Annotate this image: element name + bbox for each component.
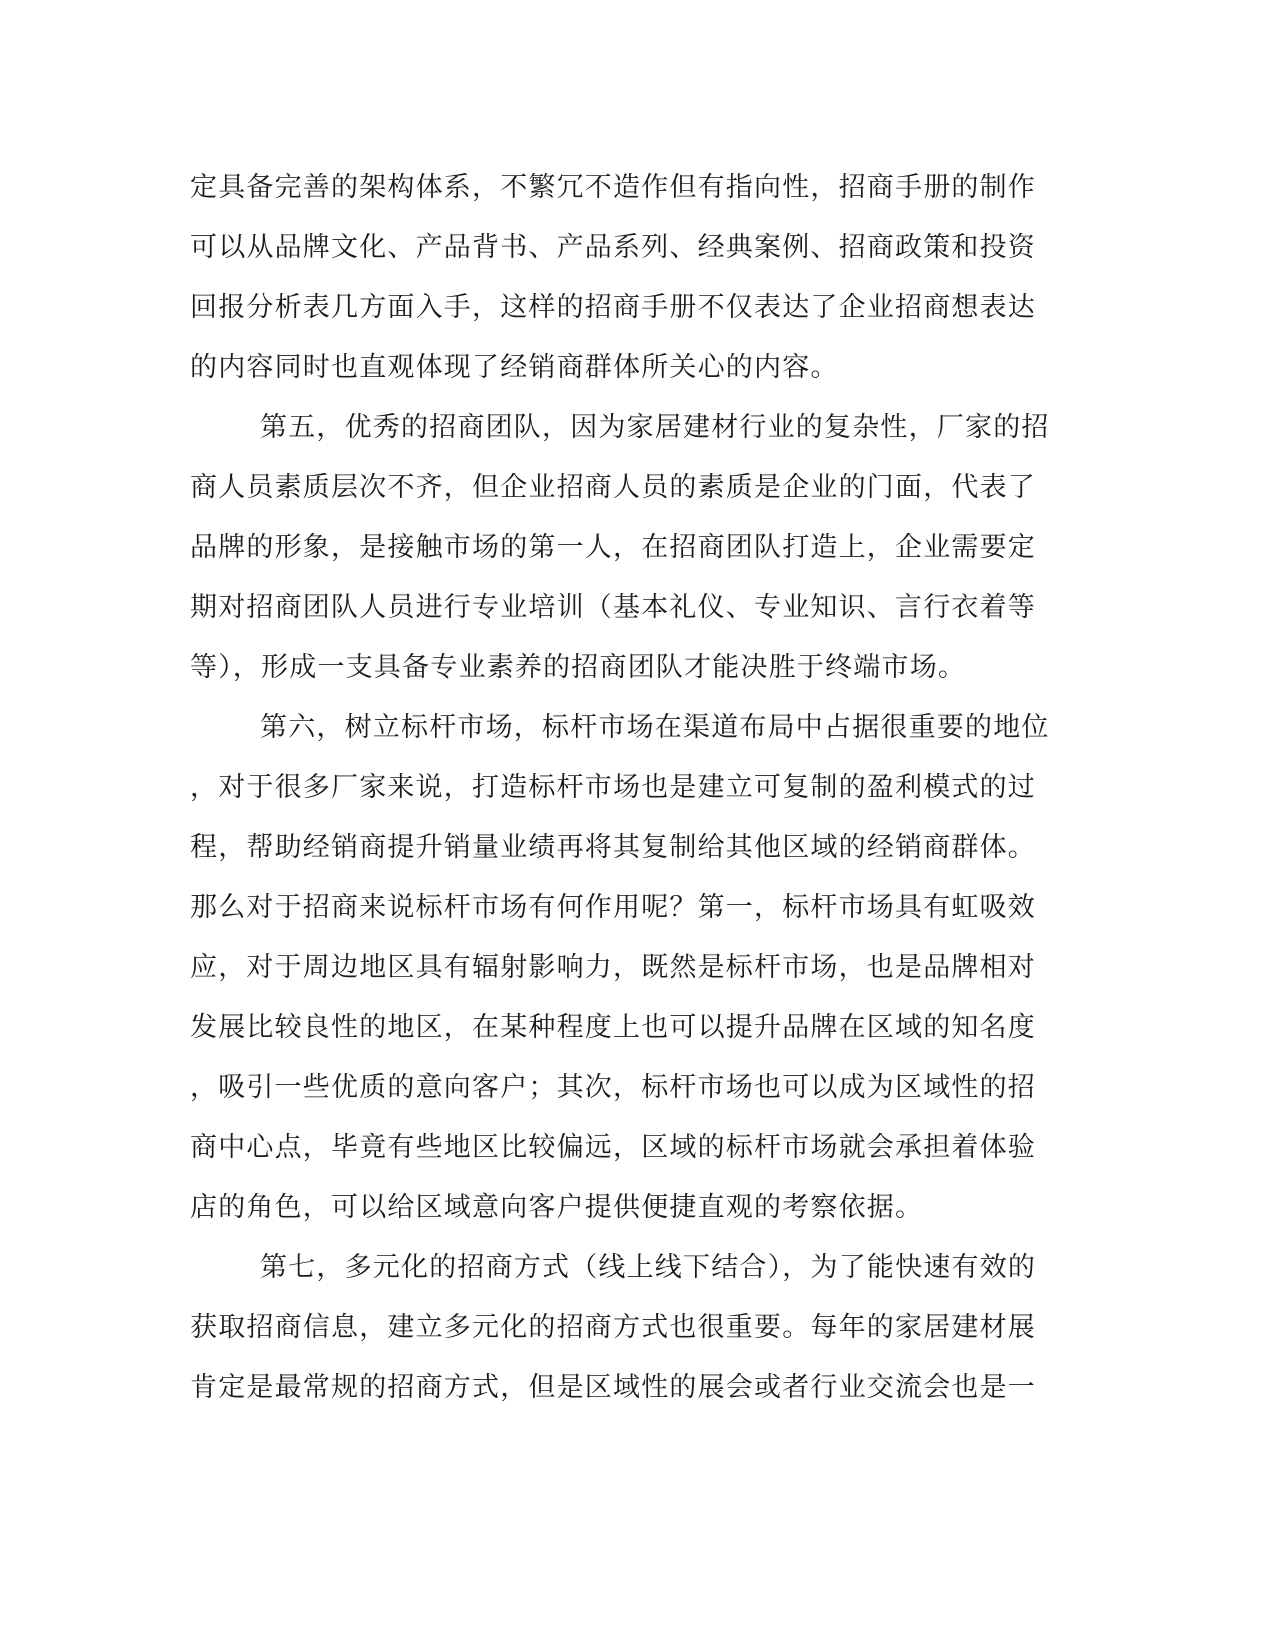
paragraph-start-line: 第七，多元化的招商方式（线上线下结合），为了能快速有效的: [260, 1252, 1037, 1283]
text-line: 商人员素质层次不齐，但企业招商人员的素质是企业的门面，代表了: [190, 472, 1036, 503]
text-line: 的内容同时也直观体现了经销商群体所关心的内容。: [190, 352, 839, 383]
body-text: [190, 158, 1090, 1418]
text-line: 肯定是最常规的招商方式，但是区域性的展会或者行业交流会也是一: [190, 1372, 1036, 1403]
text-line: 程，帮助经销商提升销量业绩再将其复制给其他区域的经销商群体。: [190, 832, 1036, 863]
text-line: ，对于很多厂家来说，打造标杆市场也是建立可复制的盈利模式的过: [190, 772, 1036, 803]
text-line: 商中心点，毕竟有些地区比较偏远，区域的标杆市场就会承担着体验: [190, 1132, 1036, 1163]
paragraph-start-line: 第五，优秀的招商团队，因为家居建材行业的复杂性，厂家的招: [260, 412, 1050, 443]
text-line: 获取招商信息，建立多元化的招商方式也很重要。每年的家居建材展: [190, 1312, 1036, 1343]
text-line: 那么对于招商来说标杆市场有何作用呢？第一，标杆市场具有虹吸效: [190, 892, 1036, 923]
text-line: 店的角色，可以给区域意向客户提供便捷直观的考察依据。: [190, 1192, 924, 1223]
text-line: 定具备完善的架构体系，不繁冗不造作但有指向性，招商手册的制作: [190, 172, 1036, 203]
text-line: ，吸引一些优质的意向客户；其次，标杆市场也可以成为区域性的招: [190, 1072, 1036, 1103]
text-line: 等），形成一支具备专业素养的招商团队才能决胜于终端市场。: [190, 652, 967, 683]
text-line: 发展比较良性的地区，在某种程度上也可以提升品牌在区域的知名度: [190, 1012, 1036, 1043]
text-line: 回报分析表几方面入手，这样的招商手册不仅表达了企业招商想表达: [190, 292, 1036, 323]
text-line: 期对招商团队人员进行专业培训（基本礼仪、专业知识、言行衣着等: [190, 592, 1036, 623]
text-line: 可以从品牌文化、产品背书、产品系列、经典案例、招商政策和投资: [190, 232, 1036, 263]
text-line: 品牌的形象，是接触市场的第一人，在招商团队打造上，企业需要定: [190, 532, 1036, 563]
paragraph-start-line: 第六，树立标杆市场，标杆市场在渠道布局中占据很重要的地位: [260, 712, 1050, 743]
text-line: 应，对于周边地区具有辐射影响力，既然是标杆市场，也是品牌相对: [190, 952, 1036, 983]
